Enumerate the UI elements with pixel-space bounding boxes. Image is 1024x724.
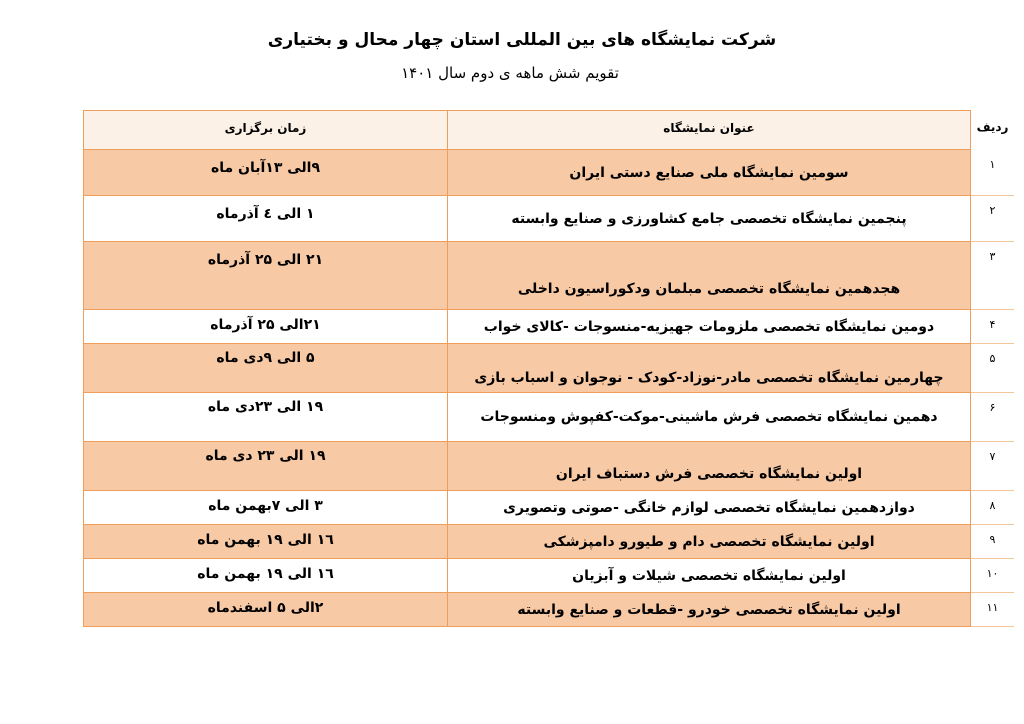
exhibition-title: چهارمین نمایشگاه تخصصی مادر-نوزاد-کودک - نوجوان و اسباب بازی xyxy=(447,344,971,393)
exhibition-time: ۱٦ الی ۱۹ بهمن ماه xyxy=(83,559,447,593)
exhibition-time: ۱٦ الی ۱۹ بهمن ماه xyxy=(83,525,447,559)
row-number: ۳ xyxy=(971,242,1014,310)
table-row xyxy=(83,525,1014,559)
row-number: ۴ xyxy=(971,310,1014,344)
exhibition-time: ۲۱ الی ۲۵ آذرماه xyxy=(83,242,447,310)
exhibition-time: ۵ الی ۹دی ماه xyxy=(83,344,447,393)
exhibition-title: اولین نمایشگاه تخصصی فرش دستباف ایران xyxy=(447,442,971,491)
table-row xyxy=(83,196,1014,242)
exhibition-title: سومین نمایشگاه ملی صنایع دستی ایران xyxy=(447,150,971,196)
header-time: زمان برگزاری xyxy=(83,110,447,150)
exhibition-title: اولین نمایشگاه تخصصی خودرو -قطعات و صنایع وابسته xyxy=(447,593,971,627)
row-number: ۱ xyxy=(971,150,1014,196)
document-subtitle: تقویم شش ماهه ی دوم سال ۱۴۰۱ xyxy=(401,64,619,82)
table-row xyxy=(83,393,1014,442)
exhibition-title: دهمین نمایشگاه تخصصی فرش ماشینی-موکت-کفپوش ومنسوجات xyxy=(447,393,971,442)
table-row xyxy=(83,150,1014,196)
table-row xyxy=(83,491,1014,525)
exhibition-title: دومین نمایشگاه تخصصی ملزومات جهیزیه-منسوجات -کالای خواب xyxy=(447,310,971,344)
header-row-no: ردیف xyxy=(976,120,1009,134)
table-row xyxy=(83,593,1014,627)
row-number: ۱۰ xyxy=(971,559,1014,593)
row-number: ۸ xyxy=(971,491,1014,525)
exhibition-title: اولین نمایشگاه تخصصی دام و طیورو دامپزشکی xyxy=(447,525,971,559)
table-row xyxy=(83,310,1014,344)
exhibition-time: ۹الی ۱۳آبان ماه xyxy=(83,150,447,196)
table-header-row xyxy=(83,110,1014,150)
exhibition-time: ۱۹ الی ۲۳ دی ماه xyxy=(83,442,447,491)
exhibition-time: ۱ الی ٤ آذرماه xyxy=(83,196,447,242)
exhibition-time: ۱۹ الی ۲۳دی ماه xyxy=(83,393,447,442)
row-number: ۷ xyxy=(971,442,1014,491)
exhibition-table xyxy=(83,110,1014,627)
exhibition-title: پنجمین نمایشگاه تخصصی جامع کشاورزی و صنایع وابسته xyxy=(447,196,971,242)
table-row xyxy=(83,442,1014,491)
row-number: ۱۱ xyxy=(971,593,1014,627)
header-title: عنوان نمایشگاه xyxy=(447,110,971,150)
row-number: ۵ xyxy=(971,344,1014,393)
exhibition-time: ۲الی ۵ اسفندماه xyxy=(83,593,447,627)
row-number: ۶ xyxy=(971,393,1014,442)
exhibition-title: هجدهمین نمایشگاه تخصصی مبلمان ودکوراسیون داخلی xyxy=(447,242,971,310)
row-number: ۹ xyxy=(971,525,1014,559)
table-row xyxy=(83,344,1014,393)
table-row xyxy=(83,559,1014,593)
exhibition-title: دوازدهمین نمایشگاه تخصصی لوازم خانگی -صوتی وتصویری xyxy=(447,491,971,525)
row-number: ۲ xyxy=(971,196,1014,242)
document-title: شرکت نمایشگاه های بین المللی استان چهار محال و بختیاری xyxy=(267,30,777,50)
exhibition-title: اولین نمایشگاه تخصصی شیلات و آبزیان xyxy=(447,559,971,593)
exhibition-time: ۲۱الی ۲۵ آذرماه xyxy=(83,310,447,344)
exhibition-time: ۳ الی ۷بهمن ماه xyxy=(83,491,447,525)
table-row xyxy=(83,242,1014,310)
